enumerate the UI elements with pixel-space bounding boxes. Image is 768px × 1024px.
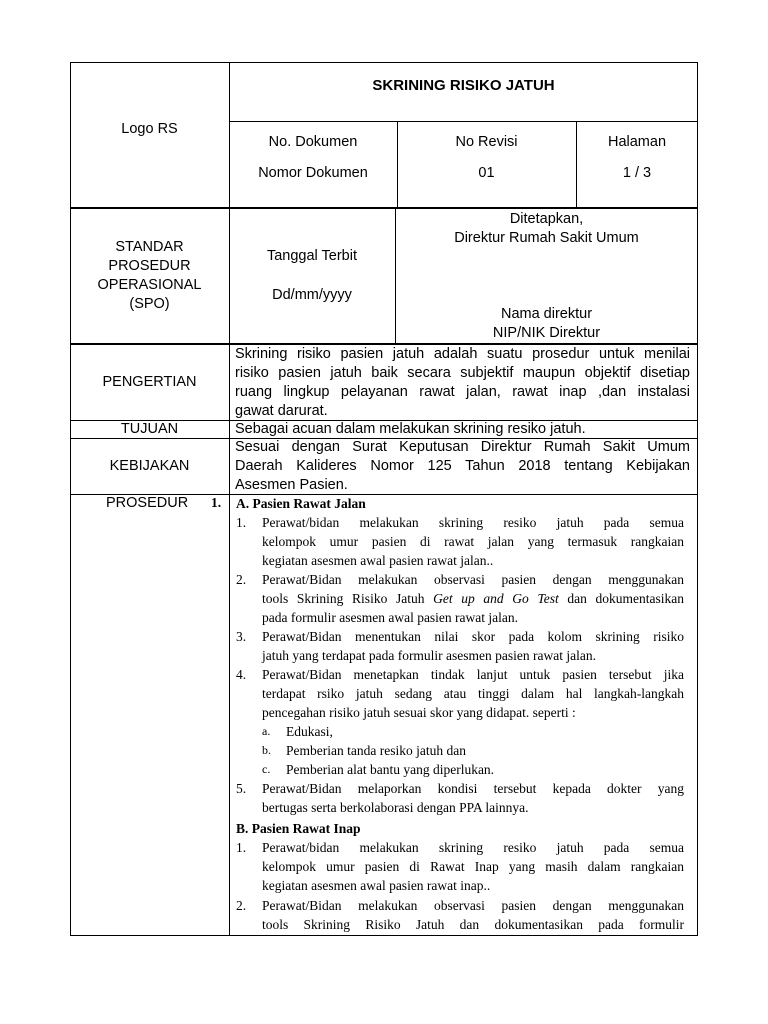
list-line: jatuh yang terdapat pada formulir asesmen pasien rawat jalan. <box>262 648 596 663</box>
list-line: tools Skrining Risiko Jatuh dan dokumentasikan pada formulir <box>262 917 684 932</box>
spo-label-line4: (SPO) <box>129 296 170 312</box>
page-value: 1 / 3 <box>622 165 652 181</box>
approved-label: Ditetapkan, <box>509 211 584 227</box>
list-text <box>262 779 684 817</box>
list-line: kegiatan asesmen awal pasien rawat inap.. <box>262 878 491 893</box>
section-b-title: B. Pasien Rawat Inap <box>236 821 361 836</box>
kebijakan-line: Sesuai dengan Surat Keputusan Direktur Rumah Sakit Umum <box>235 439 690 455</box>
list-line: bertugas serta berkolaborasi dengan PPA lainnya. <box>262 800 529 815</box>
prosedur-label: PROSEDUR <box>106 495 189 511</box>
signature-block <box>395 305 698 343</box>
list-line: kelompok umur pasien di rawat jalan yang termasuk rangkaian <box>262 534 684 549</box>
sub-list-text: Pemberian alat bantu yang diperlukan. <box>286 762 495 777</box>
tujuan-text: Sebagai acuan dalam melakukan skrining resiko jatuh. <box>235 421 586 437</box>
list-line: kelompok umur pasien di Rawat Inap yang masih dalam rangkaian <box>262 859 684 874</box>
prosedur-body <box>236 494 692 936</box>
section-a-title: A. Pasien Rawat Jalan <box>236 496 366 511</box>
list-text <box>262 665 684 722</box>
pengertian-text <box>235 345 690 421</box>
logo-placeholder: Logo RS <box>121 121 178 137</box>
pengertian-label: PENGERTIAN <box>102 374 197 390</box>
spo-label-line2: PROSEDUR <box>108 258 191 274</box>
list-text <box>262 513 684 570</box>
pengertian-line: gawat darurat. <box>235 403 328 419</box>
list-number: 2. <box>236 572 247 587</box>
list-line: pada formulir asesmen awal pasien rawat jalan. <box>262 610 519 625</box>
tujuan-label: TUJUAN <box>120 421 179 437</box>
list-line: Perawat/Bidan melakukan observasi pasien dengan menggunakan <box>262 898 684 913</box>
spo-label-line3: OPERASIONAL <box>97 277 202 293</box>
list-line: pencegahan risiko jatuh sesuai skor yang didapat. seperti : <box>262 705 576 720</box>
list-line-part: tools Skrining Risiko Jatuh <box>262 591 434 606</box>
list-number: 1. <box>236 840 247 855</box>
kebijakan-text <box>235 438 690 495</box>
list-number: 2. <box>236 898 247 913</box>
header-divider-h <box>229 121 698 122</box>
sub-list-text: Edukasi, <box>286 724 333 739</box>
spo-label-line1: STANDAR <box>115 239 184 255</box>
list-line: Perawat/Bidan menetapkan tindak lanjut untuk pasien tersebut jika <box>262 667 684 682</box>
list-number: 4. <box>236 667 247 682</box>
sub-list-text: Pemberian tanda resiko jatuh dan <box>286 743 466 758</box>
sub-list-letter: c. <box>262 762 271 776</box>
list-text <box>262 838 684 895</box>
list-line: Perawat/Bidan menentukan nilai skor pada kolom skrining risiko <box>262 629 684 644</box>
prosedur-number: 1. <box>211 495 222 510</box>
director-name: Nama direktur <box>500 306 593 322</box>
kebijakan-line: Daerah Kalideres Nomor 125 Tahun 2018 tentang Kebijakan <box>235 458 690 474</box>
list-line: Perawat/Bidan melaporkan kondisi tersebut kepada dokter yang <box>262 781 684 796</box>
doc-number-value: Nomor Dokumen <box>258 165 368 181</box>
list-line: Perawat/bidan melakukan skrining resiko jatuh pada semua <box>262 840 684 855</box>
doc-number-label: No. Dokumen <box>268 134 358 150</box>
spo-label <box>70 238 229 314</box>
sub-list-letter: a. <box>262 724 271 738</box>
issue-date-label: Tanggal Terbit <box>266 248 358 264</box>
list-number: 1. <box>236 515 247 530</box>
kebijakan-label: KEBIJAKAN <box>109 458 190 474</box>
approval-block <box>395 210 698 248</box>
kebijakan-line: Asesmen Pasien. <box>235 477 348 493</box>
list-line-part: dan dokumentasikan <box>558 591 684 606</box>
spo-divider-v1 <box>229 208 230 344</box>
content-divider-v <box>229 344 230 936</box>
director-title: Direktur Rumah Sakit Umum <box>454 230 639 246</box>
director-id: NIP/NIK Direktur <box>492 325 601 341</box>
sub-list-letter: b. <box>262 743 271 757</box>
list-text <box>262 627 684 665</box>
pengertian-line: ruang lingkup pelayanan rawat jalan, rawat inap ,dan instalasi <box>235 384 690 400</box>
list-number: 3. <box>236 629 247 644</box>
page-label: Halaman <box>607 134 667 150</box>
list-number: 5. <box>236 781 247 796</box>
tool-name-italic: Get up and Go Test <box>433 591 559 606</box>
issue-date-value: Dd/mm/yyyy <box>272 287 352 303</box>
revision-value: 01 <box>478 165 495 181</box>
list-line <box>262 589 684 608</box>
list-text <box>262 896 684 934</box>
document-title: SKRINING RISIKO JATUH <box>372 77 555 94</box>
pengertian-line: risiko pasien jatuh baik secara subjektif maupun objektif disetiap <box>235 365 690 381</box>
list-line: kegiatan asesmen awal pasien rawat jalan.. <box>262 553 494 568</box>
list-line: Perawat/Bidan melakukan observasi pasien dengan menggunakan <box>262 572 684 587</box>
list-line: Perawat/bidan melakukan skrining resiko jatuh pada semua <box>262 515 684 530</box>
list-text <box>262 570 684 627</box>
revision-label: No Revisi <box>455 134 518 150</box>
list-line: terdapat rsiko jatuh sedang atau tinggi dalam hal langkah-langkah <box>262 686 684 701</box>
pengertian-line: Skrining risiko pasien jatuh adalah suatu prosedur untuk menilai <box>235 346 690 362</box>
